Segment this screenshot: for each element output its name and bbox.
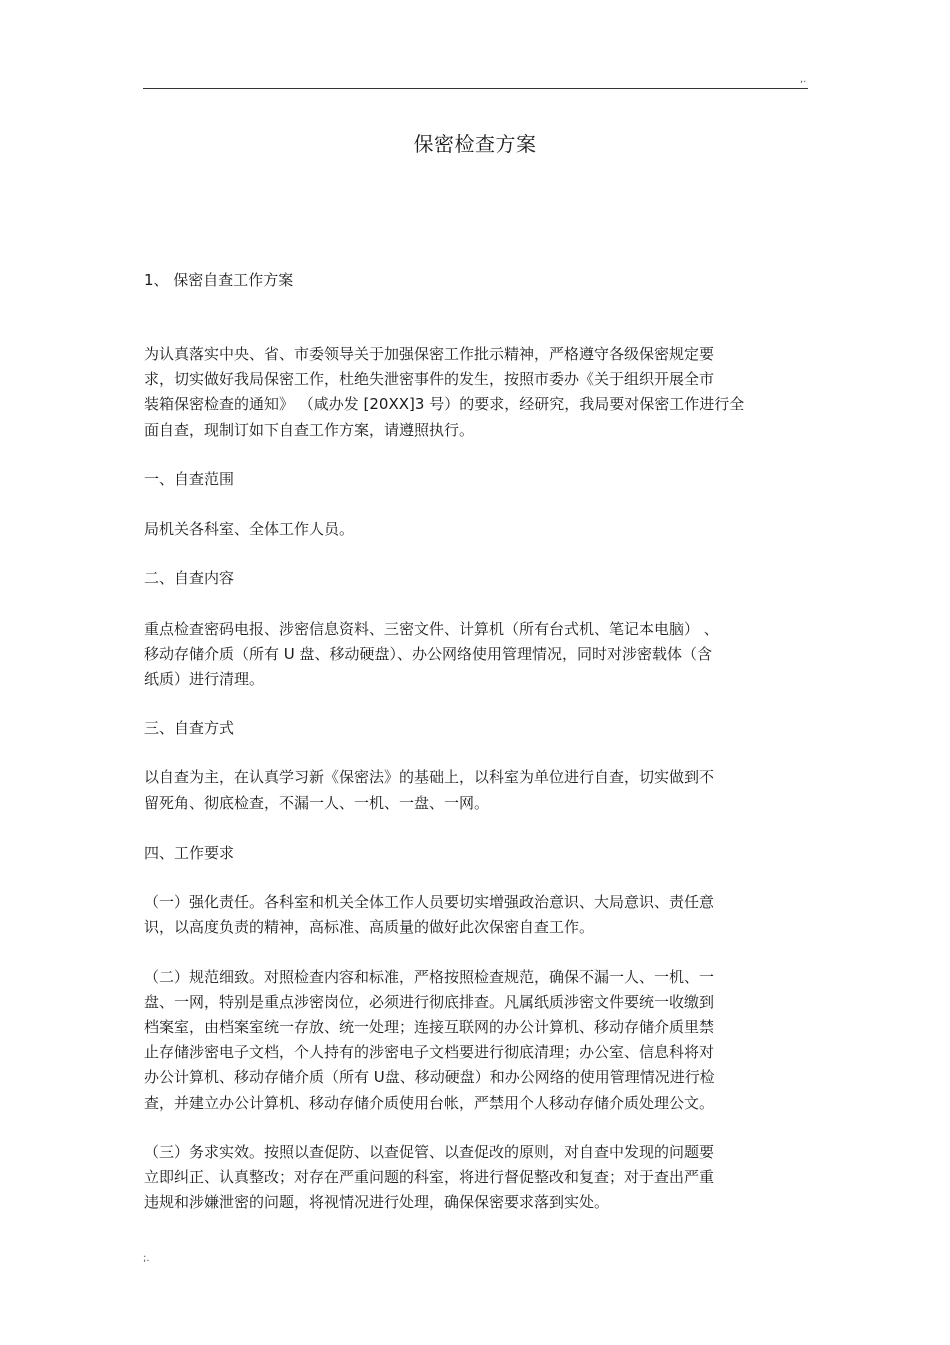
- body-line: 查，并建立办公计算机、移动存储介质使用台帐，严禁用个人移动存储介质处理公文。: [144, 1094, 715, 1112]
- body-line: 留死角、彻底检查，不漏一人、一机、一盘、一网。: [144, 794, 490, 812]
- body-line: 档案室，由档案室统一存放、统一处理；连接互联网的办公计算机、移动存储介质里禁: [144, 1018, 715, 1036]
- body-line: 为认真落实中央、省、市委领导关于加强保密工作批示精神，严格遵守各级保密规定要: [144, 345, 715, 363]
- section-heading: 三、自查方式: [144, 719, 235, 737]
- body-line: （三）务求实效。按照以查促防、以查促管、以查促改的原则，对自查中发现的问题要: [144, 1143, 715, 1161]
- body-line: 装箱保密检查的通知》 （咸办发 [20XX]3 号）的要求，经研究，我局要对保密工作进行全: [144, 395, 745, 413]
- body-line: 移动存储介质（所有 U 盘、移动硬盘）、办公网络使用管理情况，同时对涉密载体（含: [144, 645, 713, 663]
- footer-mark: ;.: [143, 1253, 150, 1264]
- body-line: 办公计算机、移动存储介质（所有 U盘、移动硬盘）和办公网络的使用管理情况进行检: [144, 1068, 715, 1086]
- header-rule: [143, 88, 808, 89]
- section-heading: 1、 保密自查工作方案: [144, 271, 294, 289]
- body-line: （一）强化责任。各科室和机关全体工作人员要切实增强政治意识、大局意识、责任意: [144, 893, 715, 911]
- body-line: 局机关各科室、全体工作人员。: [144, 520, 355, 538]
- section-heading: 四、工作要求: [144, 844, 235, 862]
- body-line: 识，以高度负责的精神，高标准、高质量的做好此次保密自查工作。: [144, 918, 595, 936]
- body-line: 立即纠正、认真整改；对存在严重问题的科室，将进行督促整改和复查；对于查出严重: [144, 1168, 715, 1186]
- body-line: （二）规范细致。对照检查内容和标准，严格按照检查规范，确保不漏一人、一机、一: [144, 968, 715, 986]
- page-title: 保密检查方案: [413, 132, 537, 156]
- body-line: 重点检查密码电报、涉密信息资料、三密文件、计算机（所有台式机、笔记本电脑） 、: [144, 620, 719, 638]
- body-line: 以自查为主，在认真学习新《保密法》的基础上，以科室为单位进行自查，切实做到不: [144, 768, 715, 786]
- section-heading: 一、自查范围: [144, 470, 235, 488]
- body-line: 求，切实做好我局保密工作，杜绝失泄密事件的发生，按照市委办《关于组织开展全市: [144, 370, 715, 388]
- header-mark: ,.: [800, 74, 807, 85]
- body-line: 盘、一网，特别是重点涉密岗位，必须进行彻底排查。凡属纸质涉密文件要统一收缴到: [144, 993, 715, 1011]
- body-line: 纸质）进行清理。: [144, 670, 265, 688]
- body-line: 面自查，现制订如下自查工作方案，请遵照执行。: [144, 421, 475, 439]
- body-line: 止存储涉密电子文档，个人持有的涉密电子文档要进行彻底清理；办公室、信息科将对: [144, 1043, 715, 1061]
- section-heading: 二、自查内容: [144, 569, 235, 587]
- body-line: 违规和涉嫌泄密的问题，将视情况进行处理，确保保密要求落到实处。: [144, 1193, 610, 1211]
